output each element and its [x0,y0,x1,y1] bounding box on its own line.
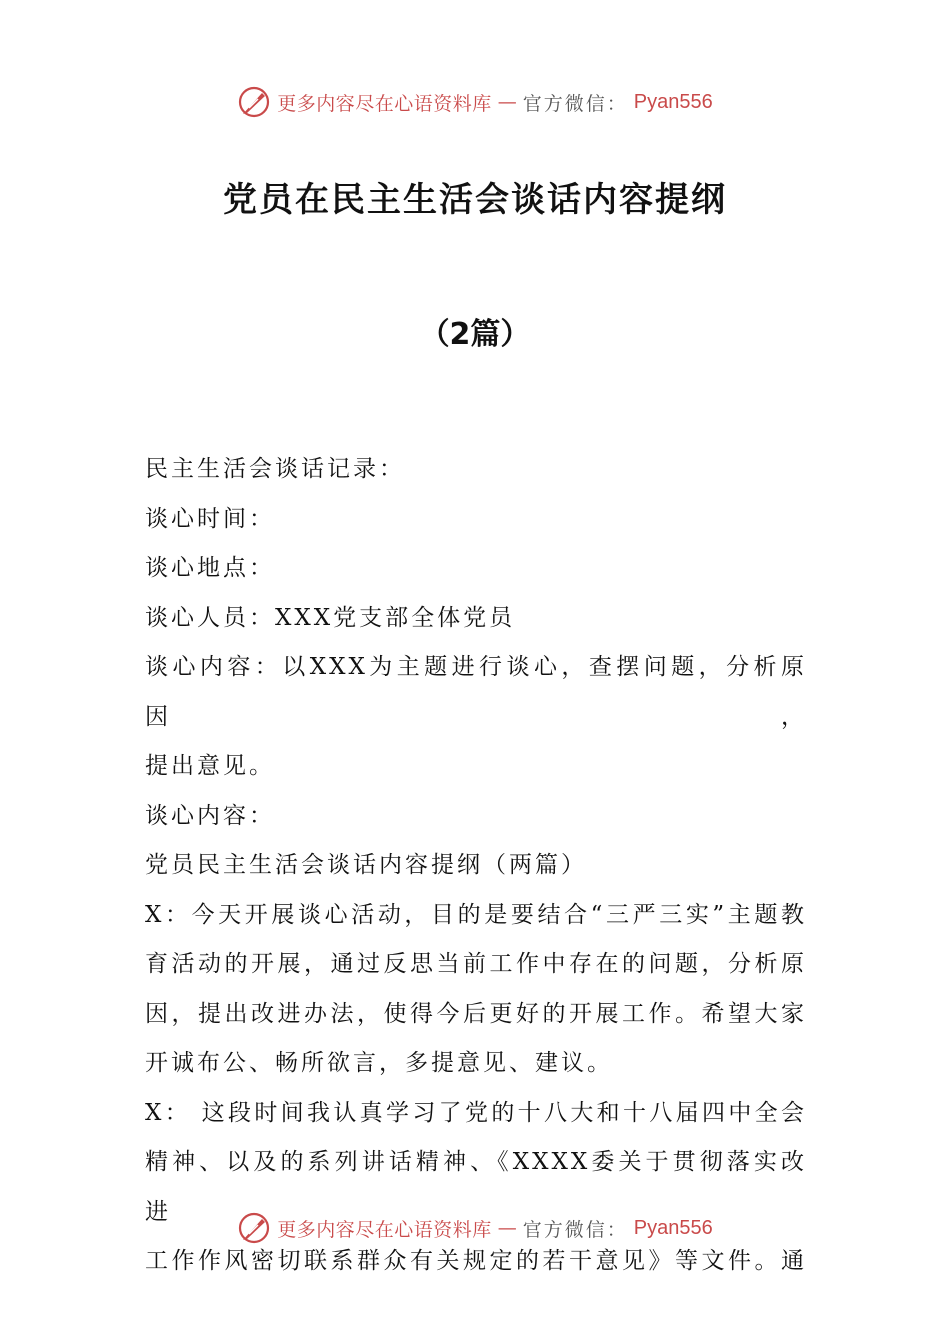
watermark-header [0,82,950,122]
watermark-separator: — [497,91,517,113]
body-line: 工作作风密切联系群众有关规定的若干意见》等文件。通 [145,1248,807,1274]
body-line: 开诚布公、畅所欲言，多提意见、建议。 [145,1050,613,1076]
body-line: 谈心人员：XXX党支部全体党员 [145,604,516,631]
document-title: 党员在民主生活会谈话内容提纲 [223,180,727,220]
watermark-header-content [237,85,713,119]
quill-logo-icon [237,1211,271,1245]
body-line: 精神、以及的系列讲话精神、《XXXX委关于贯彻落实改进 [145,1149,807,1225]
body-line: 谈心地点： [145,555,275,581]
watermark-separator: — [497,1217,517,1239]
body-line: 谈心内容：以XXX为主题进行谈心，查摆问题，分析原因， [145,654,807,730]
body-line: 谈心内容： [145,802,275,829]
watermark-footer [0,1208,950,1248]
watermark-footer-content [237,1211,713,1245]
watermark-id-text: Pyan556 [633,1216,713,1239]
watermark-sub-text: 官方微信： [522,1218,628,1241]
quill-logo-icon [237,85,271,119]
body-line: 谈心时间： [145,505,275,532]
watermark-main-text: 更多内容尽在心语资料库 [277,1218,492,1241]
watermark-sub-text: 官方微信： [522,92,628,115]
body-line: 育活动的开展，通过反思当前工作中存在的问题，分析原 [145,951,807,977]
body-line: 因，提出改进办法，使得今后更好的开展工作。希望大家 [145,1000,807,1027]
body-line: 党员民主生活会谈话内容提纲（两篇） [145,852,587,878]
watermark-id-text: Pyan556 [633,90,713,113]
body-line: X： 这段时间我认真学习了党的十八大和十八届四中全会 [145,1099,807,1126]
watermark-main-text: 更多内容尽在心语资料库 [277,92,492,115]
body-line: X：今天开展谈心活动，目的是要结合“三严三实”主题教 [145,901,807,928]
document-body [145,445,807,1287]
document-subtitle: （2篇） [419,317,531,352]
body-line: 提出意见。 [145,753,275,779]
body-line: 民主生活会谈话记录： [145,456,405,482]
